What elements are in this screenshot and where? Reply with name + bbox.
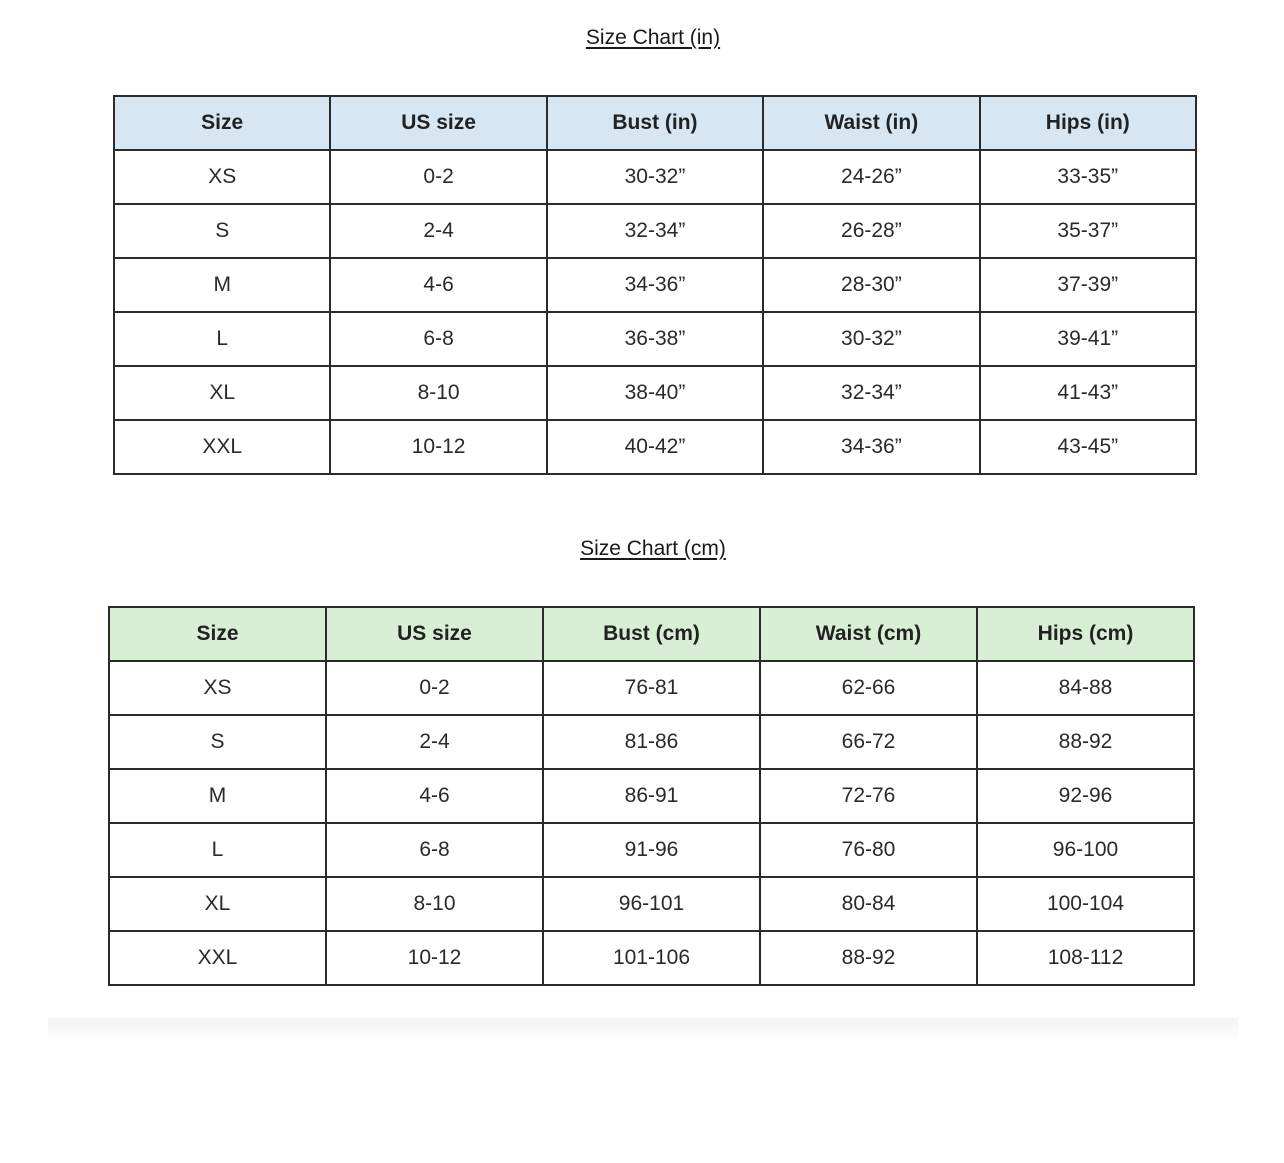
table-cell: 33-35” bbox=[980, 150, 1196, 204]
table-cell: 91-96 bbox=[543, 823, 760, 877]
column-header: Hips (in) bbox=[980, 96, 1196, 150]
table-cell: 96-100 bbox=[977, 823, 1194, 877]
table-row bbox=[109, 823, 1194, 877]
table-cell: 32-34” bbox=[763, 366, 979, 420]
column-header: Size bbox=[109, 607, 326, 661]
table-cell: 36-38” bbox=[547, 312, 763, 366]
table-cell: L bbox=[109, 823, 326, 877]
table-cell: 81-86 bbox=[543, 715, 760, 769]
table-cell: S bbox=[109, 715, 326, 769]
table-cell: 28-30” bbox=[763, 258, 979, 312]
table-cell: 30-32” bbox=[763, 312, 979, 366]
table-row bbox=[114, 420, 1196, 474]
size-chart-cm-title: Size Chart (cm) bbox=[580, 537, 726, 560]
table-cell: 6-8 bbox=[330, 312, 546, 366]
table-cell: 34-36” bbox=[763, 420, 979, 474]
table-cell: 38-40” bbox=[547, 366, 763, 420]
table-cell: 101-106 bbox=[543, 931, 760, 985]
table-cell: XS bbox=[109, 661, 326, 715]
table-cell: 84-88 bbox=[977, 661, 1194, 715]
column-header: Bust (in) bbox=[547, 96, 763, 150]
table-cell: 92-96 bbox=[977, 769, 1194, 823]
table-cell: 35-37” bbox=[980, 204, 1196, 258]
table-cell: 100-104 bbox=[977, 877, 1194, 931]
table-cell: 39-41” bbox=[980, 312, 1196, 366]
table-row bbox=[109, 931, 1194, 985]
table-row bbox=[109, 769, 1194, 823]
table-cell: 37-39” bbox=[980, 258, 1196, 312]
column-header: Bust (cm) bbox=[543, 607, 760, 661]
table-cell: XXL bbox=[114, 420, 330, 474]
table-cell: 41-43” bbox=[980, 366, 1196, 420]
table-row bbox=[109, 877, 1194, 931]
table-header-row bbox=[109, 607, 1194, 661]
table-row bbox=[114, 312, 1196, 366]
table-row bbox=[114, 258, 1196, 312]
table-cell: 4-6 bbox=[330, 258, 546, 312]
table-cell: 108-112 bbox=[977, 931, 1194, 985]
table-row bbox=[109, 661, 1194, 715]
table-row bbox=[114, 366, 1196, 420]
table-cell: XXL bbox=[109, 931, 326, 985]
table-cell: 10-12 bbox=[330, 420, 546, 474]
size-table-in bbox=[113, 95, 1197, 475]
table-cell: XL bbox=[114, 366, 330, 420]
column-header: US size bbox=[330, 96, 546, 150]
table-cell: M bbox=[109, 769, 326, 823]
table-row bbox=[109, 715, 1194, 769]
table-cell: L bbox=[114, 312, 330, 366]
table-cell: 32-34” bbox=[547, 204, 763, 258]
size-table-cm bbox=[108, 606, 1195, 986]
table-header-row bbox=[114, 96, 1196, 150]
table-cell: 6-8 bbox=[326, 823, 543, 877]
table-cell: 76-81 bbox=[543, 661, 760, 715]
table-cell: 0-2 bbox=[326, 661, 543, 715]
size-chart-in-title: Size Chart (in) bbox=[585, 26, 721, 49]
table-row bbox=[114, 204, 1196, 258]
table-cell: XL bbox=[109, 877, 326, 931]
table-cell: 34-36” bbox=[547, 258, 763, 312]
table-cell: 8-10 bbox=[326, 877, 543, 931]
column-header: Waist (cm) bbox=[760, 607, 977, 661]
table-cell: S bbox=[114, 204, 330, 258]
table-cell: 2-4 bbox=[330, 204, 546, 258]
column-header: Waist (in) bbox=[763, 96, 979, 150]
column-header: US size bbox=[326, 607, 543, 661]
table-cell: 96-101 bbox=[543, 877, 760, 931]
table-cell: 80-84 bbox=[760, 877, 977, 931]
table-cell: XS bbox=[114, 150, 330, 204]
table-cell: 30-32” bbox=[547, 150, 763, 204]
table-cell: 62-66 bbox=[760, 661, 977, 715]
table-cell: 72-76 bbox=[760, 769, 977, 823]
table-cell: 43-45” bbox=[980, 420, 1196, 474]
table-cell: 4-6 bbox=[326, 769, 543, 823]
table-cell: 88-92 bbox=[760, 931, 977, 985]
table-cell: 86-91 bbox=[543, 769, 760, 823]
table-cell: 88-92 bbox=[977, 715, 1194, 769]
page-shadow bbox=[48, 1018, 1238, 1044]
table-cell: 2-4 bbox=[326, 715, 543, 769]
table-cell: 0-2 bbox=[330, 150, 546, 204]
column-header: Size bbox=[114, 96, 330, 150]
table-cell: 26-28” bbox=[763, 204, 979, 258]
column-header: Hips (cm) bbox=[977, 607, 1194, 661]
table-row bbox=[114, 150, 1196, 204]
table-cell: 76-80 bbox=[760, 823, 977, 877]
table-cell: 8-10 bbox=[330, 366, 546, 420]
table-cell: 24-26” bbox=[763, 150, 979, 204]
table-cell: M bbox=[114, 258, 330, 312]
table-cell: 10-12 bbox=[326, 931, 543, 985]
table-cell: 40-42” bbox=[547, 420, 763, 474]
table-cell: 66-72 bbox=[760, 715, 977, 769]
